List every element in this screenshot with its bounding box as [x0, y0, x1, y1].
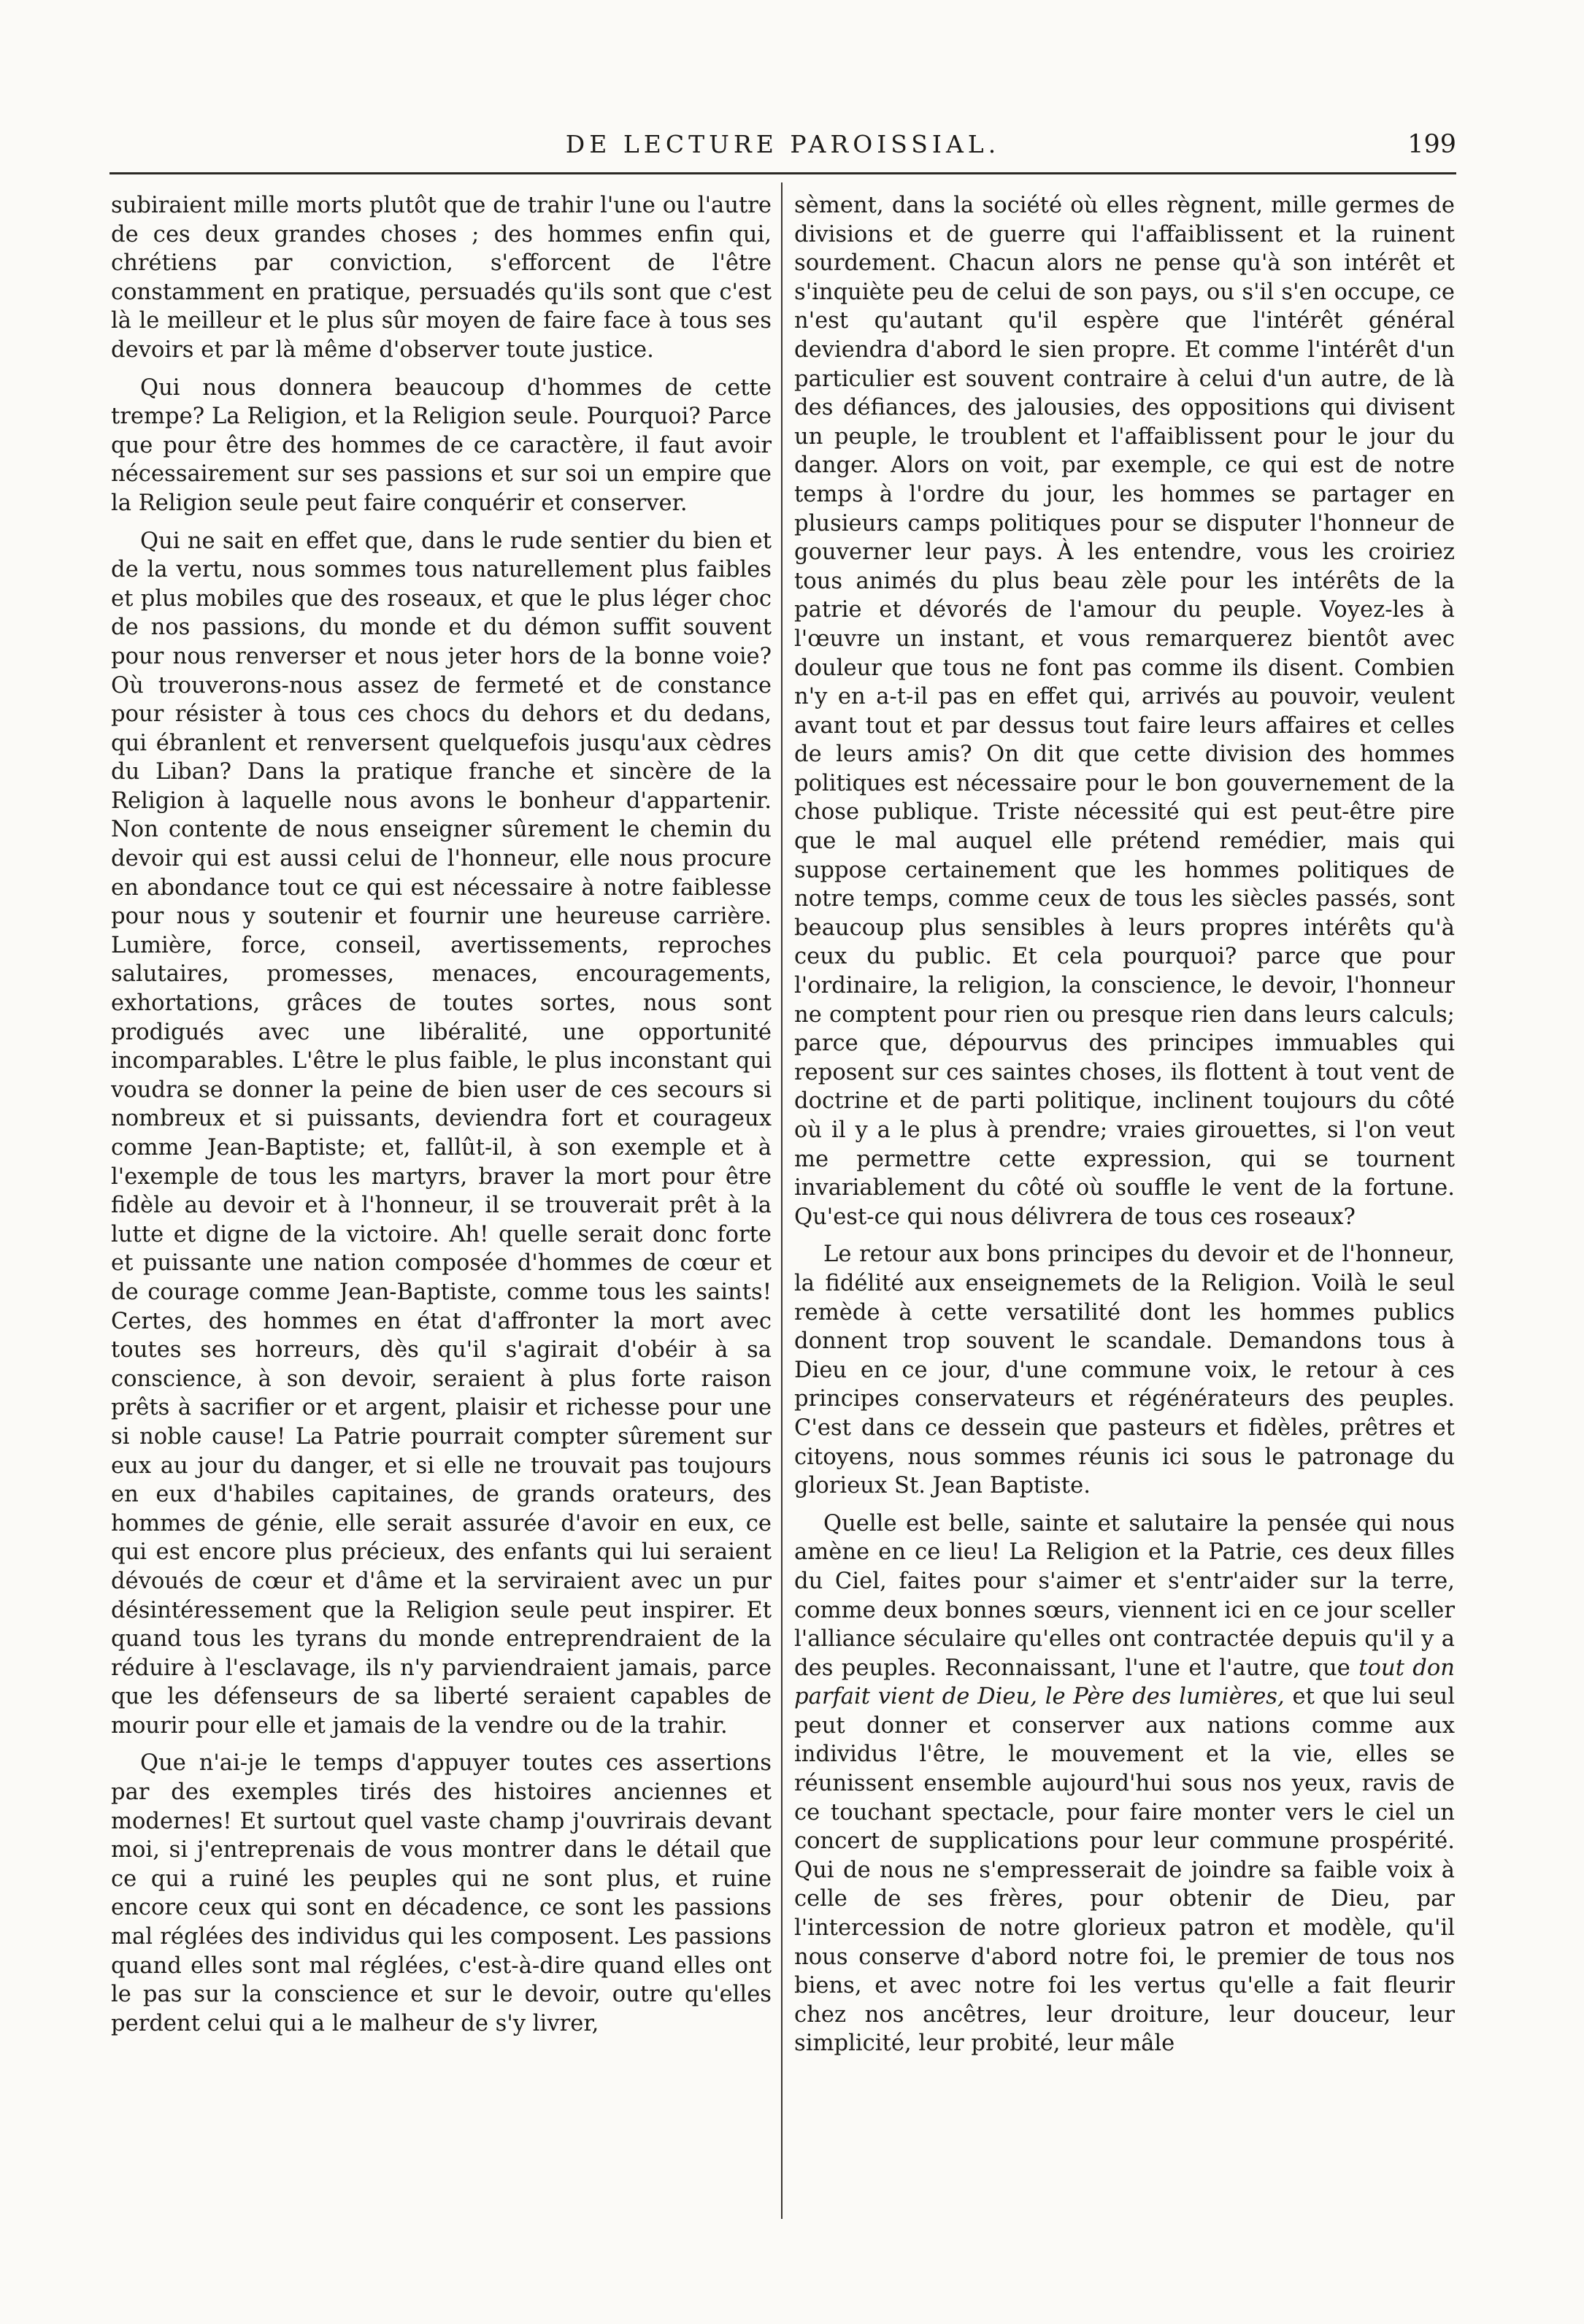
column-divider: [781, 182, 783, 2219]
paragraph: Le retour aux bons principes du devoir et de l'honneur, la fidélité aux enseignemets de la Religion. Voilà le seul remède à cette versatilité dont les hommes publics donnent trop souvent le scandale. Demandons tous à Dieu en ce jour, d'une commune voix, le retour à ces principes conservateurs et régénérateurs des peuples. C'est dans ce dessein que pasteurs et fidèles, prêtres et citoyens, nous sommes réunis ici sous le patronage du glorieux St. Jean Baptiste.: [794, 1242, 1455, 1499]
paragraph: Qui ne sait en effet que, dans le rude sentier du bien et de la vertu, nous sommes tous naturellement plus faibles et plus mobiles que des roseaux, et que le plus léger choc de nos passions, du monde et du démon suffit souvent pour nous renverser et nous jeter hors de la bonne voie? Où trouverons-nous assez de fermeté et de constance pour résister à tous ces chocs du dehors et du dedans, qui ébranlent et renversent quelquefois jusqu'aux cèdres du Liban? Dans la pratique franche et sincère de la Religion à laquelle nous avons le bonheur d'appartenir. Non contente de nous enseigner sûrement le chemin du devoir qui est aussi celui de l'honneur, elle nous procure en abondance tout ce qui est nécessaire à notre faiblesse pour nous y soutenir et fournir une heureuse carrière. Lumière, force, conseil, avertissements, reproches salutaires, promesses, menaces, encouragements, exhortations, grâces de toutes sortes, nous sont prodigués avec une libéralité, une opportunité incomparables. L'être le plus faible, le plus inconstant qui voudra se donner la peine de bien user de ces secours si nombreux et si puissants, deviendra fort et courageux comme Jean-Baptiste; et, fallût-il, à son exemple et à l'exemple de tous les martyrs, braver la mort pour être fidèle au devoir et à l'honneur, il se trouverait prêt à la lutte et digne de la victoire. Ah! quelle serait donc forte et puissante une nation composée d'hommes de cœur et de courage comme Jean-Baptiste, comme tous les saints! Certes, des hommes en état d'affronter la mort avec toutes ses horreurs, dès qu'il s'agirait d'obéir à sa conscience, à son devoir, seraient à plus forte raison prêts à sacrifier or et argent, plaisir et richesse pour une si noble cause! La Patrie pourrait compter sûrement sur eux au jour du danger, et si elle ne trouvait pas toujours en eux d'habiles capitaines, de grands orateurs, des hommes de génie, elle serait assurée d'avoir en eux, ce qui est encore plus précieux, des enfants qui lui seraient dévoués de cœur et d'âme et la serviraient avec un pur désintéressement que la Religion seule peut inspirer. Et quand tous les tyrans du monde entreprendraient de la réduire à l'esclavage, ils n'y parviendraient jamais, parce que les défenseurs de sa liberté seraient capables de mourir pour elle et jamais de la vendre ou de la trahir.: [111, 528, 772, 1739]
left-column: [111, 191, 772, 2235]
italic-quotation: tout don parfait vient de Dieu, le Père des lumières,: [794, 1655, 1455, 1710]
header-rule: [109, 172, 1456, 174]
paragraph: Que n'ai-je le temps d'appuyer toutes ces assertions par des exemples tirés des histoires anciennes et modernes! Et surtout quel vaste champ j'ouvrirais devant moi, si j'entreprenais de vous montrer dans le détail que ce qui a ruiné les peuples qui ne sont plus, et ruine encore ceux qui sont en décadence, ce sont les passions mal réglées des individus qui les composent. Les passions quand elles sont mal réglées, c'est-à-dire quand elles ont le pas sur la conscience et sur le devoir, outre qu'elles perdent celui qui a le malheur de s'y livrer,: [111, 1750, 772, 2036]
text-run: Quelle est belle, sainte et salutaire la pensée qui nous amène en ce lieu! La Religion et la Patrie, ces deux filles du Ciel, faites pour s'aimer et s'entr'aider sur la terre, comme deux bonnes sœurs, viennent ici en ce jour sceller l'alliance séculaire qu'elles ont contractée depuis qu'il y a des peuples. Reconnaissant, l'une et l'autre, que: [794, 1510, 1455, 1681]
running-header: [109, 123, 1456, 166]
text-run: et que lui seul peut donner et conserver aux nations comme aux individus l'être, le mouvement et la vie, elles se réunissent ensemble aujourd'hui sous nos yeux, ravis de ce touchant spectacle, pour faire monter vers le ciel un concert de supplications pour leur commune prospérité. Qui de nous ne s'empresserait de joindre sa faible voix à celle de ses frères, pour obtenir de Dieu, par l'intercession de notre glorieux patron et modèle, qu'il nous conserve d'abord notre foi, le premier de tous nos biens, et avec notre foi les vertus qu'elle a fait fleurir chez nos ancêtres, leur droiture, leur douceur, leur simplicité, leur probité, leur mâle: [794, 1684, 1455, 2057]
paragraph: sèment, dans la société où elles règnent, mille germes de divisions et de guerre qui l'affaiblissent et la ruinent sourdement. Chacun alors ne pense qu'à son intérêt et s'inquiète peu de celui de son pays, ou s'il s'en occupe, ce n'est qu'autant qu'il espère que l'intérêt général deviendra d'abord le sien propre. Et comme l'intérêt d'un particulier est souvent contraire à celui d'un autre, de là des défiances, des jalousies, des oppositions qui divisent un peuple, le troublent et l'affaiblissent pour le jour du danger. Alors on voit, par exemple, ce qui est de notre temps à l'ordre du jour, les hommes se partager en plusieurs camps politiques pour se disputer l'honneur de gouverner leur pays. À les entendre, vous les croiriez tous animés du plus beau zèle pour les intérêts de la patrie et dévorés de l'amour du peuple. Voyez-les à l'œuvre un instant, et vous remarquerez bientôt avec douleur que tous ne font pas comme ils disent. Combien n'y en a-t-il pas en effet qui, arrivés au pouvoir, veulent avant tout et par dessus tout faire leurs affaires et celles de leurs amis? On dit que cette division des hommes politiques est nécessaire pour le bon gouvernement de la chose publique. Triste nécessité qui est peut-être pire que le mal auquel elle prétend remédier, mais qui suppose certainement que les hommes politiques de notre temps, comme ceux de tous les siècles passés, sont beaucoup plus sensibles à leurs propres intérêts qu'à ceux du public. Et cela pourquoi? parce que pour l'ordinaire, la religion, la conscience, le devoir, l'honneur ne comptent pour rien ou presque rien dans leurs calculs; parce que, dépourvus des principes immuables qui reposent sur ces saintes choses, ils flottent à tout vent de doctrine et de parti politique, inclinent toujours du côté où il y a le plus à prendre; vraies girouettes, si l'on veut me permettre cette expression, qui se tournent invariablement du côté où souffle le vent de la fortune. Qu'est-ce qui nous délivrera de tous ces roseaux?: [794, 193, 1455, 1230]
paragraph: Qui nous donnera beaucoup d'hommes de cette trempe? La Religion, et la Religion seule. Pourquoi? Parce que pour être des hommes de ce caractère, il faut avoir nécessairement sur ses passions et sur soi un empire que la Religion seule peut faire conquérir et conserver.: [111, 374, 772, 516]
paragraph: subiraient mille morts plutôt que de trahir l'une ou l'autre de ces deux grandes choses ; des hommes enfin qui, chrétiens par conviction, s'efforcent de l'être constamment en pratique, persuadés qu'ils sont que c'est là le meilleur et le plus sûr moyen de faire face à tous ses devoirs et par là même d'observer toute justice.: [111, 193, 772, 363]
running-title: DE LECTURE PAROISSIAL.: [565, 130, 1001, 158]
page-number: 199: [1407, 130, 1456, 159]
paragraph: [794, 1509, 1455, 2058]
right-column: [794, 191, 1455, 2235]
